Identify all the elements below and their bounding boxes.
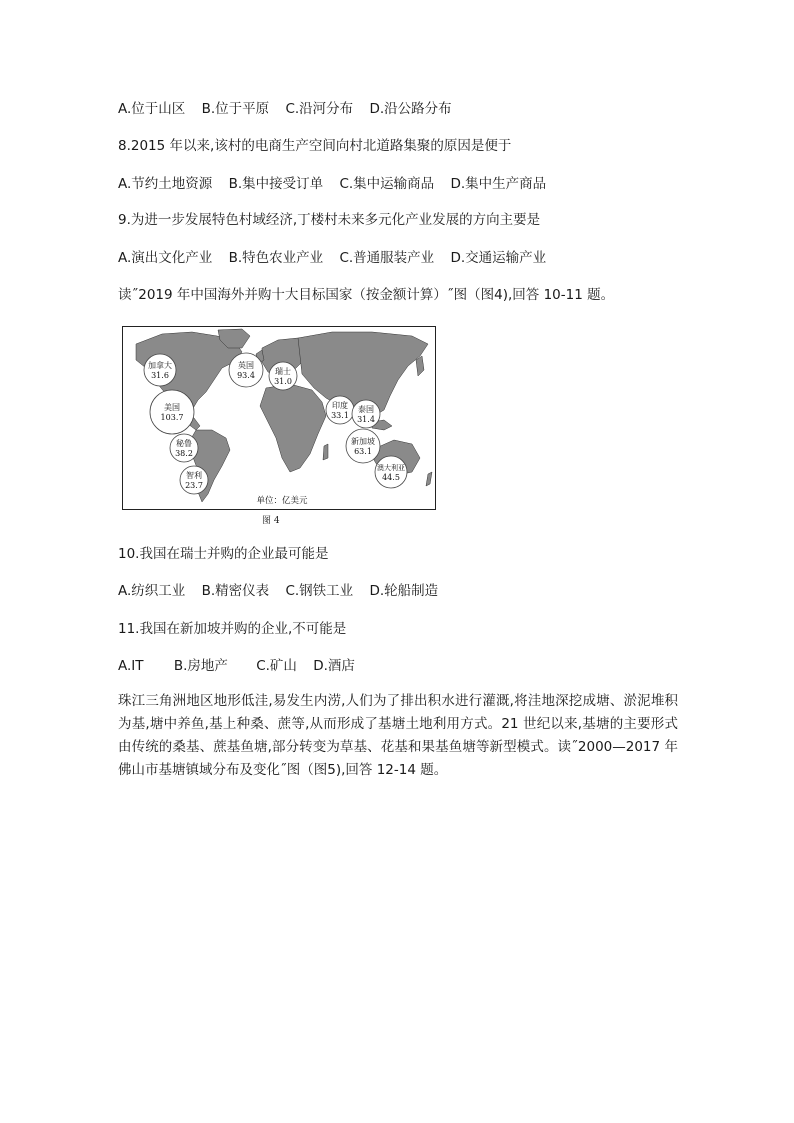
label-india-name: 印度: [332, 401, 348, 410]
q11-stem: 11.我国在新加坡并购的企业,不可能是: [118, 621, 347, 637]
label-switzerland-name: 瑞士: [275, 367, 291, 376]
q8-option-b: B.集中接受订单: [228, 176, 324, 192]
passage-12-14: 珠江三角洲地区地形低洼,易发生内涝,人们为了排出积水进行灌溉,将洼地深挖成塘、淤泥堆积为基,塘中养鱼,基上种桑、蔗等,从而形成了基塘土地利用方式。21 世纪以来,基塘的主要形式由传统的桑基、蔗基鱼塘,部分转变为草基、花基和果基鱼塘等新型模式。读˝2000—2017 年佛山市基塘镇域分布及变化˝图（图5),回答 12-14 题。: [118, 693, 678, 778]
bubble-australia: [375, 456, 407, 488]
label-thailand-name: 泰国: [358, 405, 374, 414]
bubble-usa: [150, 390, 194, 434]
q7-option-b: B.位于平原: [201, 101, 270, 117]
map-unit-label: 单位：亿美元: [256, 496, 308, 506]
label-usa-name: 美国: [164, 403, 180, 412]
q11-option-b: B.房地产: [173, 658, 228, 674]
q9-option-d: D.交通运输产业: [450, 250, 547, 266]
q10-options: [118, 582, 450, 600]
label-usa-value: 103.7: [160, 413, 184, 422]
label-uk-value: 93.4: [237, 371, 255, 380]
q10-option-a: A.纺织工业: [118, 583, 186, 599]
intro-10-11: 读˝2019 年中国海外并购十大目标国家（按金额计算）˝图（图4),回答 10-11 题。: [118, 287, 615, 303]
label-peru-value: 38.2: [175, 449, 193, 458]
q7-option-d: D.沿公路分布: [369, 101, 452, 117]
label-singapore-name: 新加坡: [351, 437, 375, 446]
q9-option-a: A.演出文化产业: [118, 250, 213, 266]
q9-options: [118, 249, 558, 267]
label-chile-value: 23.7: [185, 481, 203, 490]
q11-option-a: A.IT: [118, 658, 144, 674]
label-australia-value: 44.5: [382, 473, 400, 482]
label-canada-value: 31.6: [151, 371, 169, 380]
q8-stem: 8.2015 年以来,该村的电商生产空间向村北道路集聚的原因是便于: [118, 138, 512, 154]
q10-option-c: C.钢铁工业: [285, 583, 354, 599]
q11-options: [118, 657, 367, 675]
world-map-figure: [122, 326, 436, 510]
label-thailand-value: 31.4: [357, 415, 375, 424]
q9-option-b: B.特色农业产业: [228, 250, 324, 266]
q8-option-a: A.节约土地资源: [118, 176, 213, 192]
q8-option-d: D.集中生产商品: [450, 176, 547, 192]
figure-4-caption: 图 4: [262, 516, 280, 526]
q10-option-b: B.精密仪表: [201, 583, 270, 599]
q8-options: [118, 175, 558, 193]
bubble-uk: [229, 353, 263, 387]
label-uk-name: 英国: [238, 361, 254, 370]
bubble-canada: [144, 354, 176, 386]
q9-stem: 9.为进一步发展特色村域经济,丁楼村未来多元化产业发展的方向主要是: [118, 212, 541, 228]
q10-option-d: D.轮船制造: [369, 583, 439, 599]
label-india-value: 33.1: [331, 411, 349, 420]
q11-option-c: C.矿山: [256, 658, 297, 674]
q9-option-c: C.普通服装产业: [339, 250, 435, 266]
q7-option-c: C.沿河分布: [285, 101, 354, 117]
q10-stem: 10.我国在瑞士并购的企业最可能是: [118, 546, 329, 562]
label-australia-name: 澳大利亚: [377, 464, 405, 472]
bubble-singapore: [346, 429, 380, 463]
q11-option-d: D.酒店: [313, 658, 355, 674]
label-peru-name: 秘鲁: [176, 439, 192, 448]
q7-options: [118, 100, 464, 118]
q8-option-c: C.集中运输商品: [339, 176, 435, 192]
label-singapore-value: 63.1: [354, 447, 372, 456]
label-canada-name: 加拿大: [148, 361, 172, 370]
label-chile-name: 智利: [186, 471, 202, 480]
q7-option-a: A.位于山区: [118, 101, 186, 117]
label-switzerland-value: 31.0: [274, 377, 292, 386]
